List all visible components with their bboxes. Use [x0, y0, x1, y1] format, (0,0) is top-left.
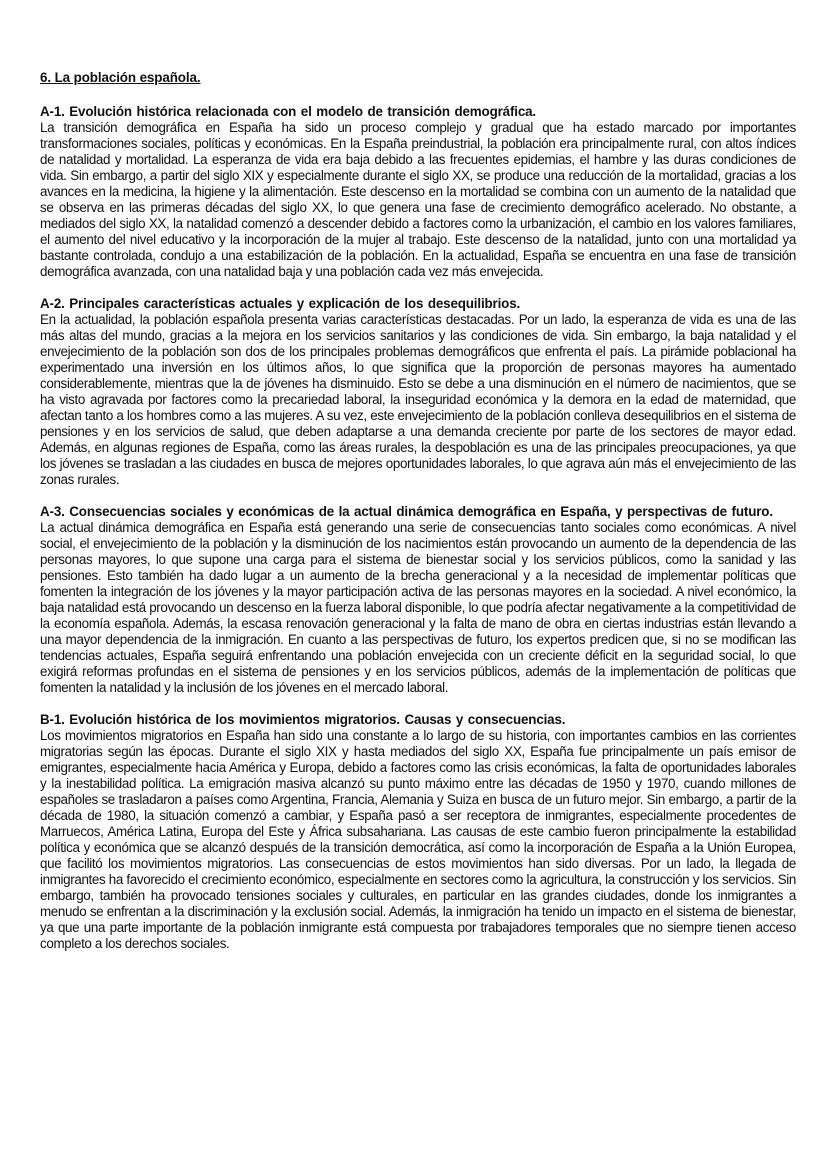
- section-a3: [40, 504, 796, 696]
- section-body: Los movimientos migratorios en España han sido una constante a lo largo de su historia, con importantes cambios en las corrientes migratorias según las épocas. Durante el siglo XIX y hasta mediados del siglo XX, España fue principalmente un país emisor de emigrantes, especialmente hacia América y Europa, debido a factores como las crisis económicas, la falta de oportunidades laborales y la inestabilidad política. La emigración masiva alcanzó su punto máximo entre las décadas de 1950 y 1970, cuando millones de españoles se trasladaron a países como Argentina, Francia, Alemania y Suiza en busca de un futuro mejor. Sin embargo, a partir de la década de 1980, la situación comenzó a cambiar, y España pasó a ser receptora de inmigrantes, especialmente procedentes de Marruecos, América Latina, Europa del Este y África subsahariana. Las causas de este cambio fueron principalmente la estabilidad política y económica que se alcanzó después de la transición democrática, así como la incorporación de España a la Unión Europea, que facilitó los movimientos migratorios. Las consecuencias de estos movimientos han sido diversas. Por un lado, la llegada de inmigrantes ha favorecido el crecimiento económico, especialmente en sectores como la agricultura, la construcción y los servicios. Sin embargo, también ha provocado tensiones sociales y culturales, en particular en las grandes ciudades, donde los inmigrantes a menudo se enfrentan a la discriminación y la exclusión social. Además, la inmigración ha tenido un impacto en el sistema de bienestar, ya que una parte importante de la población inmigrante está compuesta por trabajadores temporales que no siempre tienen acceso completo a los derechos sociales.: [40, 728, 796, 951]
- section-body: En la actualidad, la población española presenta varias características destacadas. Por un lado, la esperanza de vida es una de las más altas del mundo, gracias a la mejora en los servicios sanitarios y las condiciones de vida. Sin embargo, la baja natalidad y el envejecimiento de la población son dos de los principales problemas demográficos que enfrenta el país. La pirámide poblacional ha experimentado una inversión en los últimos años, lo que significa que la proporción de personas mayores ha aumentado considerablemente, mientras que la de jóvenes ha disminuido. Esto se debe a una disminución en el número de nacimientos, que se ha visto agravada por factores como la precariedad laboral, la inseguridad económica y la demora en la edad de maternidad, que afectan tanto a los hombres como a las mujeres. A su vez, este envejecimiento de la población conlleva desequilibrios en el sistema de pensiones y en los servicios de salud, que deben adaptarse a una demanda creciente por parte de los sectores de mayor edad. Además, en algunas regiones de España, como las áreas rurales, la despoblación es una de las principales preocupaciones, ya que los jóvenes se trasladan a las ciudades en busca de mejores oportunidades laborales, lo que agrava aún más el envejecimiento de las zonas rurales.: [40, 312, 796, 487]
- section-a1: [40, 104, 796, 280]
- section-b1: [40, 712, 796, 952]
- section-heading: A-2. Principales características actuales y explicación de los desequilibrios.: [40, 296, 521, 311]
- document-title: 6. La población española.: [40, 70, 201, 85]
- section-body: La actual dinámica demográfica en España está generando una serie de consecuencias tanto sociales como económicas. A nivel social, el envejecimiento de la población y la disminución de los nacimientos están provocando un aumento de la dependencia de las personas mayores, lo que supone una carga para el sistema de bienestar social y los servicios públicos, como la sanidad y las pensiones. Esto también ha dado lugar a un aumento de la brecha generacional y a la necesidad de implementar políticas que fomenten la integración de los jóvenes y la mayor participación activa de las personas mayores en la sociedad. A nivel económico, la baja natalidad está provocando un descenso en la fuerza laboral disponible, lo que podría afectar negativamente a la competitividad de la economía española. Además, la escasa renovación generacional y la falta de mano de obra en ciertas industrias están llevando a una mayor dependencia de la inmigración. En cuanto a las perspectivas de futuro, los expertos predicen que, si no se modifican las tendencias actuales, España seguirá enfrentando una población envejecida con un creciente déficit en la seguridad social, lo que exigirá reformas profundas en el sistema de pensiones y en los servicios públicos, además de la implementación de políticas que fomenten la natalidad y la inclusión de los jóvenes en el mercado laboral.: [40, 520, 796, 695]
- document-page: [40, 70, 796, 968]
- section-body: La transición demográfica en España ha sido un proceso complejo y gradual que ha estado marcado por importantes transformaciones sociales, políticas y económicas. En la España preindustrial, la población era principalmente rural, con altos índices de natalidad y mortalidad. La esperanza de vida era baja debido a las frecuentes epidemias, el hambre y las duras condiciones de vida. Sin embargo, a partir del siglo XIX y especialmente durante el siglo XX, se produce una reducción de la mortalidad, gracias a los avances en la medicina, la higiene y la alimentación. Este descenso en la mortalidad se combina con un aumento de la natalidad que se observa en las primeras décadas del siglo XX, lo que genera una fase de crecimiento demográfico acelerado. No obstante, a mediados del siglo XX, la natalidad comenzó a descender debido a factores como la urbanización, el cambio en los valores familiares, el aumento del nivel educativo y la incorporación de la mujer al trabajo. Este descenso de la natalidad, junto con una mortalidad ya bastante controlada, condujo a una estabilización de la población. En la actualidad, España se encuentra en una fase de transición demográfica avanzada, con una natalidad baja y una población cada vez más envejecida.: [40, 120, 796, 279]
- section-heading: A-3. Consecuencias sociales y económicas de la actual dinámica demográfica en España, y perspectivas de futuro.: [40, 504, 773, 519]
- section-heading: B-1. Evolución histórica de los movimientos migratorios. Causas y consecuencias.: [40, 712, 566, 727]
- section-a2: [40, 296, 796, 488]
- section-heading: A-1. Evolución histórica relacionada con el modelo de transición demográfica.: [40, 104, 537, 119]
